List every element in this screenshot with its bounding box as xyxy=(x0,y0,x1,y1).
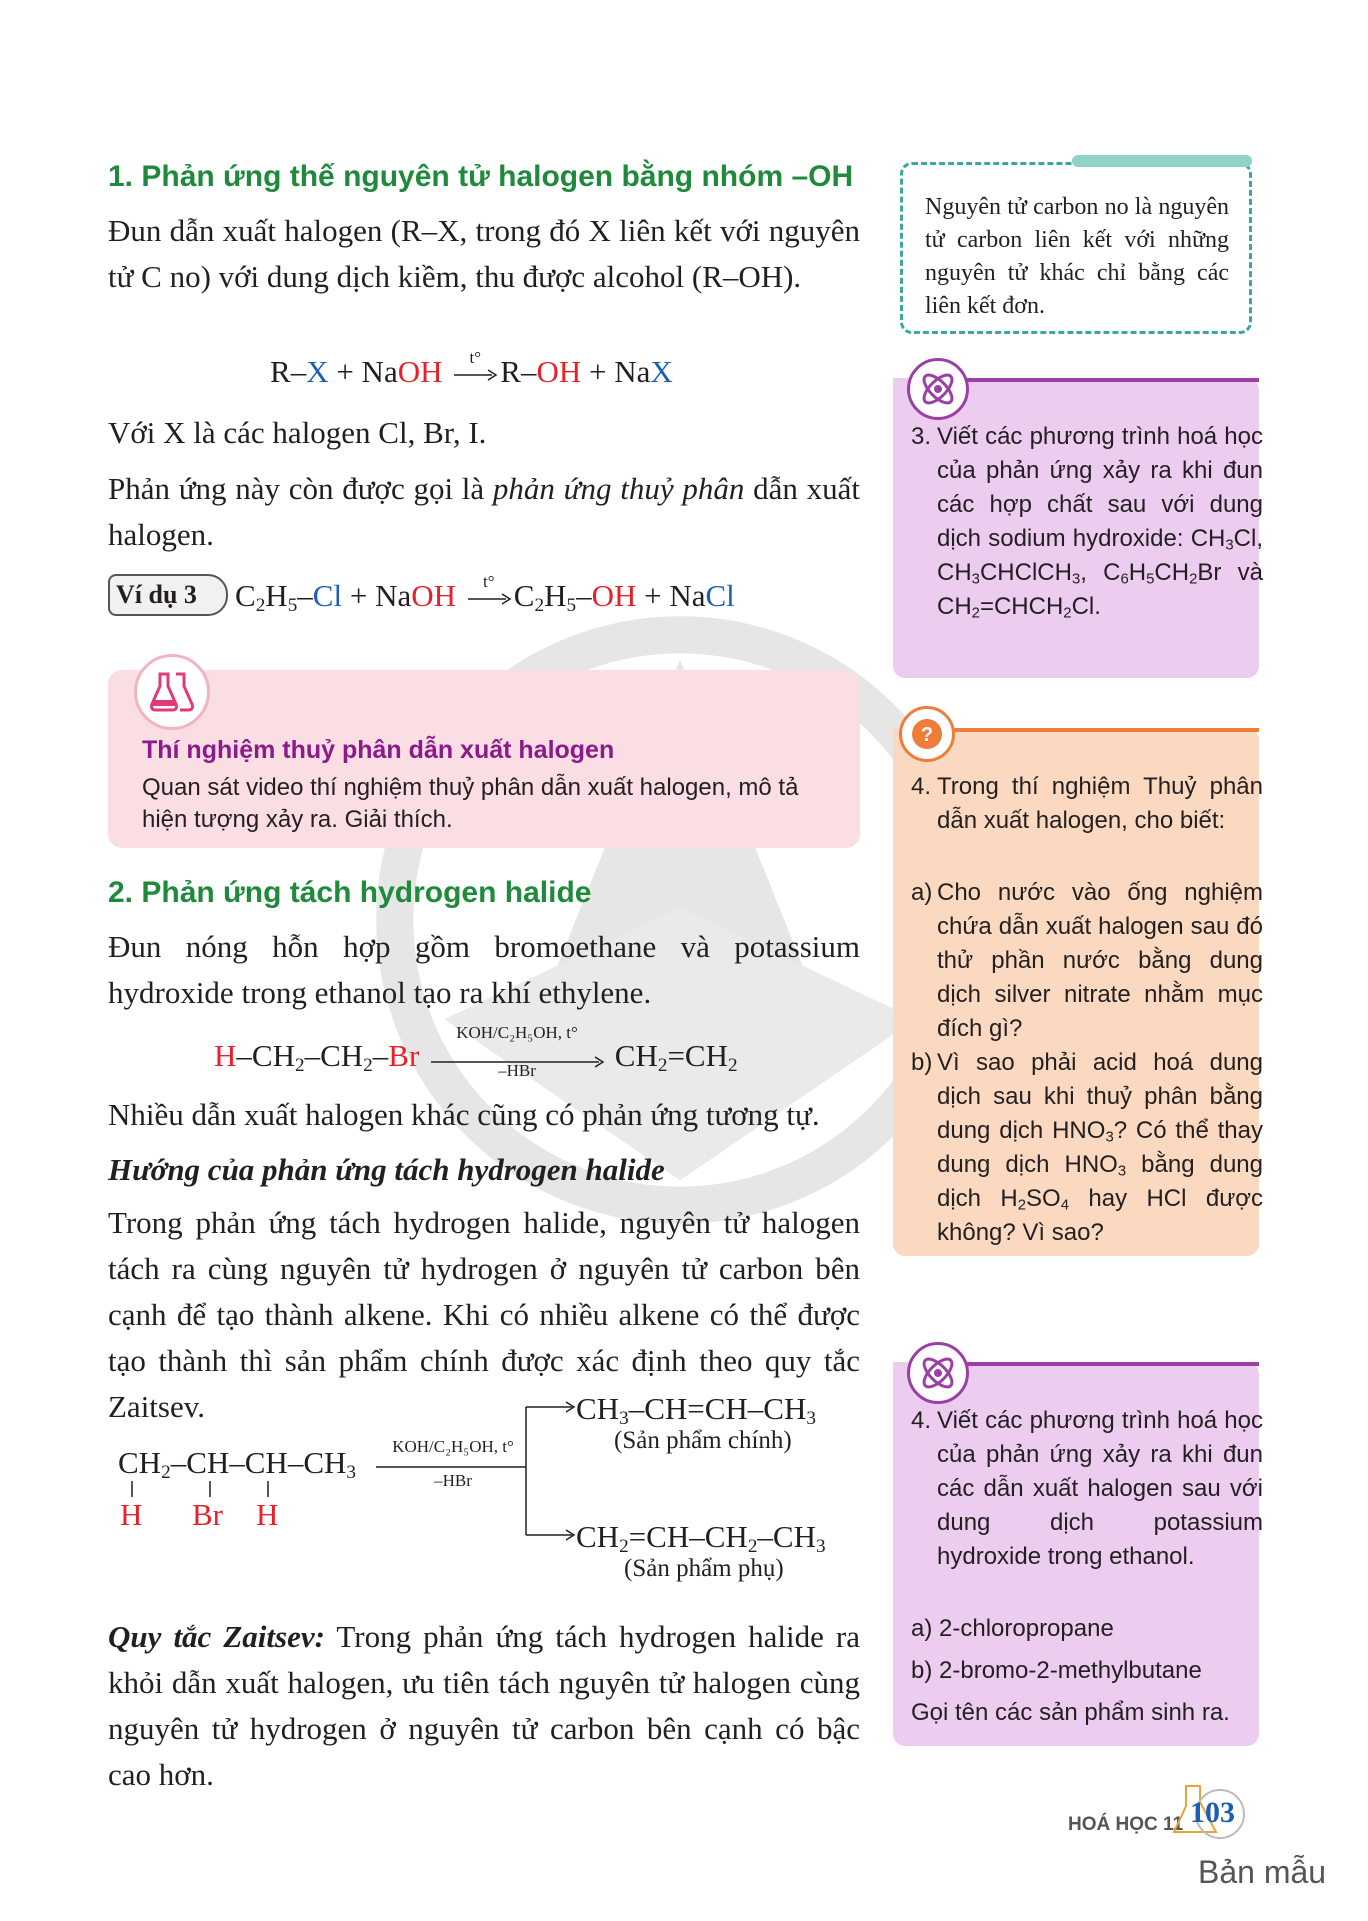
question4-elimination-box xyxy=(893,1362,1263,1746)
question-icon xyxy=(899,706,955,762)
book-title: HOÁ HỌC 11 xyxy=(1068,1814,1184,1835)
page-number: 103 xyxy=(1190,1796,1235,1829)
question3-text: 3. Viết các phương trình hoá học của phản ứng xảy ra khi đun các hợp chất sau với dung dịch sodium hydroxide: $CH_3Cl$, $CH_3CHClCH_3$, $C_6H_5CH_2Br$ và $CH_2=CHCH_2Cl$. xyxy=(911,423,1263,622)
example-equation: $C_2H_5-Cl$ + NaOH t° $C_2H_5-OH$ + NaCl xyxy=(235,572,735,616)
section2-paragraph: Đun nóng hỗn hợp gồm bromoethane và potassium hydroxide trong ethanol tạo ra khí ethylene. xyxy=(108,929,860,1010)
side-product-label: (Sản phẩm phụ) xyxy=(624,1555,784,1582)
scheme-condition-bottom: –HBr xyxy=(434,1471,472,1490)
direction-paragraph: Trong phản ứng tách hydrogen halide, nguyên tử halogen tách ra cùng nguyên tử hydrogen ở nguyên tử carbon bên cạnh để tạo thành alkene. Khi có nhiều alkene có thể được tạo thành thì sản phẩm chính được xác định theo quy tắc Zaitsev. xyxy=(108,1205,860,1424)
definition-note-box xyxy=(900,162,1252,334)
section1-paragraph: Đun dẫn xuất halogen (R–X, trong đó X liên kết với nguyên tử C no) với dung dịch kiềm, thu được alcohol (R–OH). xyxy=(108,213,860,294)
experiment-title: Thí nghiệm thuỷ phân dẫn xuất halogen xyxy=(142,736,615,764)
atom-icon xyxy=(907,358,969,420)
question4-intro: 4. Trong thí nghiệm Thuỷ phân dẫn xuất halogen, cho biết: xyxy=(911,773,1263,834)
substituent-br: Br xyxy=(192,1497,223,1532)
similar-reactions-text: Nhiều dẫn xuất halogen khác cũng có phản ứng tương tự. xyxy=(108,1097,820,1132)
question4-part-a: a) Cho nước vào ống nghiệm chứa dẫn xuất halogen sau đó thử phần nước bằng dung dịch silver nitrate nhằm mục đích gì? xyxy=(911,879,1263,1042)
hydrolysis-note: Phản ứng này còn được gọi là phản ứng thuỷ phân dẫn xuất halogen. xyxy=(108,471,860,552)
experiment-box xyxy=(108,670,860,848)
question4b-part-a: a) 2-chloropropane xyxy=(911,1615,1114,1642)
side-product-formula: $CH_2=CH-CH_2-CH_3$ xyxy=(576,1519,826,1557)
definition-note-text: Nguyên tử carbon no là nguyên tử carbon liên kết với những nguyên tử khác chỉ bằng các liên kết đơn. xyxy=(925,194,1229,319)
zaitsev-scheme xyxy=(118,1391,878,1595)
question3-box xyxy=(893,378,1263,678)
direction-subheading: Hướng của phản ứng tách hydrogen halide xyxy=(108,1152,665,1187)
question4b-part-c: Gọi tên các sản phẩm sinh ra. xyxy=(911,1699,1230,1726)
question4b-part-b: b) 2-bromo-2-methylbutane xyxy=(911,1657,1202,1684)
question4-part-b: b) Vì sao phải acid hoá dung dịch sau khi thuỷ phân bằng dung dịch $HNO_3$? Có thể thay dung dịch $HNO_3$ bằng dung dịch $H_2SO_4$ hay HCl được không? Vì sao? xyxy=(911,1049,1263,1246)
main-product-formula: $CH_3-CH=CH-CH_3$ xyxy=(576,1391,816,1429)
atom-icon xyxy=(907,1342,969,1404)
flask-icon xyxy=(134,654,210,730)
main-product-label: (Sản phẩm chính) xyxy=(614,1427,792,1454)
elimination-equation: $H-CH_2-CH_2-Br$ KOH/C₂H₅OH, t° –HBr $CH_2=CH_2$ xyxy=(214,1022,738,1080)
experiment-text: Quan sát video thí nghiệm thuỷ phân dẫn xuất halogen, mô tả hiện tượng xảy ra. Giải thích. xyxy=(142,774,799,833)
equation-hydrolysis: R–X + NaOH t° R–OH + NaX xyxy=(270,348,673,389)
question4b-text: 4. Viết các phương trình hoá học của phản ứng xảy ra khi đun các dẫn xuất halogen sau với dung dịch potassium hydroxide trong ethanol. xyxy=(911,1407,1263,1570)
halogen-list-text: Với X là các halogen Cl, Br, I. xyxy=(108,415,487,450)
substituent-h1: H xyxy=(120,1497,143,1532)
reactant-formula: $CH_2-CH-CH-CH_3$ xyxy=(118,1445,356,1483)
section1-heading: 1. Phản ứng thế nguyên tử halogen bằng nhóm –OH xyxy=(108,160,854,193)
sample-label: Bản mẫu xyxy=(1198,1854,1327,1890)
scheme-condition-top: KOH/C₂H₅OH, t° xyxy=(392,1437,514,1456)
zaitsev-rule: Quy tắc Zaitsev: Trong phản ứng tách hydrogen halide ra khỏi dẫn xuất halogen, ưu tiên tách nguyên tử halogen cùng nguyên tử hydrogen ở nguyên tử carbon bên cạnh có bậc cao hơn. xyxy=(108,1619,861,1792)
section2-heading: 2. Phản ứng tách hydrogen halide xyxy=(108,876,592,909)
question4-experiment-box xyxy=(893,724,1263,1256)
svg-text:?: ? xyxy=(920,724,934,746)
example-badge: Ví dụ 3 xyxy=(108,574,228,616)
substituent-h2: H xyxy=(256,1497,279,1532)
branch-arrows xyxy=(376,1395,576,1555)
